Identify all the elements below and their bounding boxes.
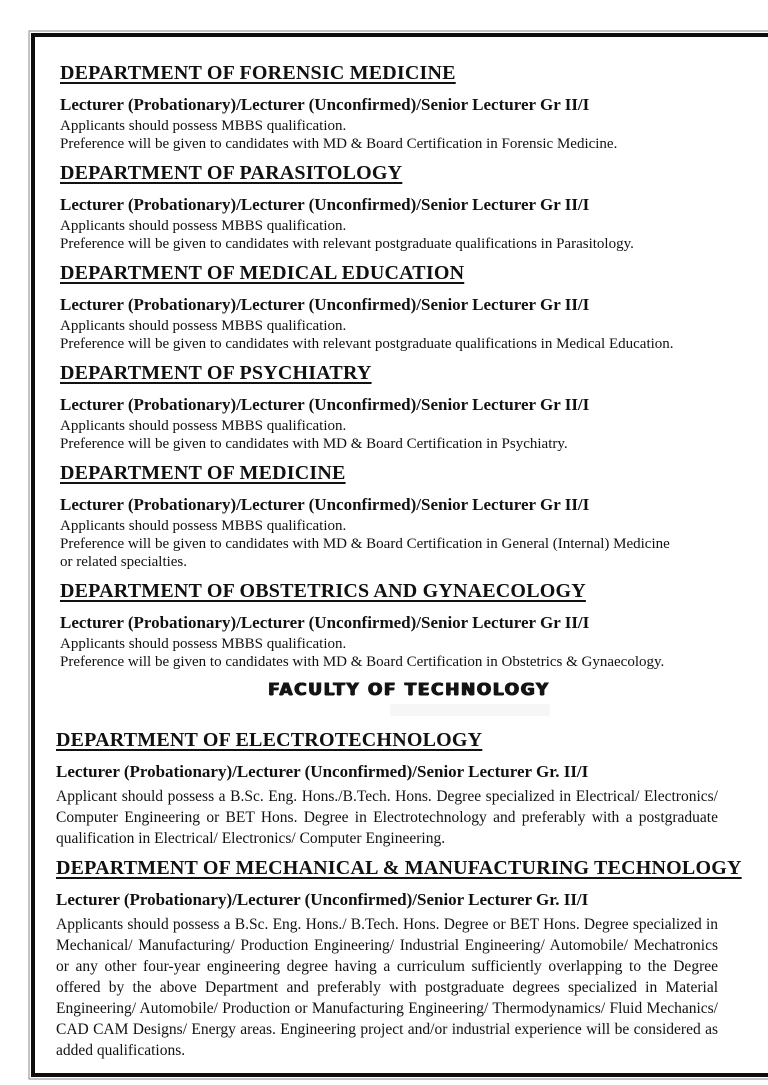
section-electrotechnology bbox=[56, 729, 758, 849]
dept-heading: DEPARTMENT OF PSYCHIATRY bbox=[60, 362, 372, 384]
position-title: Lecturer (Probationary)/Lecturer (Unconfirmed)/Senior Lecturer Gr. II/I bbox=[56, 890, 589, 909]
position-title: Lecturer (Probationary)/Lecturer (Unconfirmed)/Senior Lecturer Gr II/I bbox=[60, 295, 590, 314]
scan-artifact bbox=[420, 1022, 640, 1030]
requirement-line: Applicants should possess MBBS qualification. bbox=[60, 218, 347, 234]
dept-heading: DEPARTMENT OF ELECTROTECHNOLOGY bbox=[56, 729, 483, 751]
section-medicine bbox=[60, 462, 758, 571]
position-title: Lecturer (Probationary)/Lecturer (Unconfirmed)/Senior Lecturer Gr II/I bbox=[60, 495, 590, 514]
scan-artifact bbox=[390, 704, 550, 716]
section-medical-education bbox=[60, 262, 758, 353]
position-title: Lecturer (Probationary)/Lecturer (Unconfirmed)/Senior Lecturer Gr II/I bbox=[60, 95, 590, 114]
faculty-heading-block bbox=[60, 680, 758, 700]
preference-line: Preference will be given to candidates with MD & Board Certification in Psychiatry. bbox=[60, 436, 568, 452]
page-border-frame bbox=[31, 33, 768, 1077]
preference-line: Preference will be given to candidates with MD & Board Certification in Forensic Medicine. bbox=[60, 136, 618, 152]
requirement-line: Applicants should possess MBBS qualification. bbox=[60, 518, 347, 534]
dept-heading: DEPARTMENT OF MEDICAL EDUCATION bbox=[60, 262, 465, 284]
section-psychiatry bbox=[60, 362, 758, 453]
section-obstetrics-gynaecology bbox=[60, 580, 758, 671]
position-title: Lecturer (Probationary)/Lecturer (Unconfirmed)/Senior Lecturer Gr II/I bbox=[60, 195, 590, 214]
section-mechanical-manufacturing bbox=[56, 857, 758, 1061]
dept-heading: DEPARTMENT OF OBSTETRICS AND GYNAECOLOGY bbox=[60, 580, 586, 602]
preference-line: Preference will be given to candidates with MD & Board Certification in General (Internal) Medicine bbox=[60, 536, 670, 552]
section-parasitology bbox=[60, 162, 758, 253]
dept-heading: DEPARTMENT OF MECHANICAL & MANUFACTURING TECHNOLOGY bbox=[56, 857, 742, 879]
requirement-line: Applicants should possess MBBS qualification. bbox=[60, 318, 347, 334]
dept-heading: DEPARTMENT OF PARASITOLOGY bbox=[60, 162, 403, 184]
preference-line: Preference will be given to candidates with relevant postgraduate qualifications in Parasitology. bbox=[60, 236, 634, 252]
preference-line: Preference will be given to candidates with MD & Board Certification in Obstetrics & Gynaecology. bbox=[60, 654, 665, 670]
requirement-line: Applicants should possess MBBS qualification. bbox=[60, 418, 347, 434]
requirements-paragraph: Applicant should possess a B.Sc. Eng. Hons./B.Tech. Hons. Degree specialized in Electrical/ Electronics/ Computer Engineering or BET Hons. Degree in Electrotechnology and preferably with a postgraduate qualification in Electrical/ Electronics/ Computer Engineering. bbox=[56, 788, 718, 847]
dept-heading: DEPARTMENT OF MEDICINE bbox=[60, 462, 346, 484]
faculty-heading: FACULTY OF TECHNOLOGY bbox=[268, 680, 550, 700]
section-forensic-medicine bbox=[60, 62, 758, 153]
position-title: Lecturer (Probationary)/Lecturer (Unconfirmed)/Senior Lecturer Gr II/I bbox=[60, 613, 590, 632]
requirement-line: Applicants should possess MBBS qualification. bbox=[60, 636, 347, 652]
requirements-paragraph: Applicants should possess a B.Sc. Eng. Hons./ B.Tech. Hons. Degree or BET Hons. Degree specialized in Mechanical/ Manufacturing/ Production Engineering/ Industrial Engineering/ Automobile/ Mechatronics or any other four-year engineering degree having a curriculum sufficiently overlapping to the Degree offered by the above Department and preferably with postgraduate degrees specialized in Material Engineering/ Automobile/ Production or Manufacturing Engineering/ Thermodynamics/ Fluid Mechanics/ CAD CAM Designs/ Energy areas. Engineering project and/or industrial experience will be considered as added qualifications. bbox=[56, 916, 718, 1059]
requirement-line: Applicants should possess MBBS qualification. bbox=[60, 118, 347, 134]
dept-heading: DEPARTMENT OF FORENSIC MEDICINE bbox=[60, 62, 456, 84]
position-title: Lecturer (Probationary)/Lecturer (Unconfirmed)/Senior Lecturer Gr II/I bbox=[60, 395, 590, 414]
preference-line-continued: or related specialties. bbox=[60, 554, 188, 570]
position-title: Lecturer (Probationary)/Lecturer (Unconfirmed)/Senior Lecturer Gr. II/I bbox=[56, 762, 589, 781]
preference-line: Preference will be given to candidates with relevant postgraduate qualifications in Medical Education. bbox=[60, 336, 674, 352]
